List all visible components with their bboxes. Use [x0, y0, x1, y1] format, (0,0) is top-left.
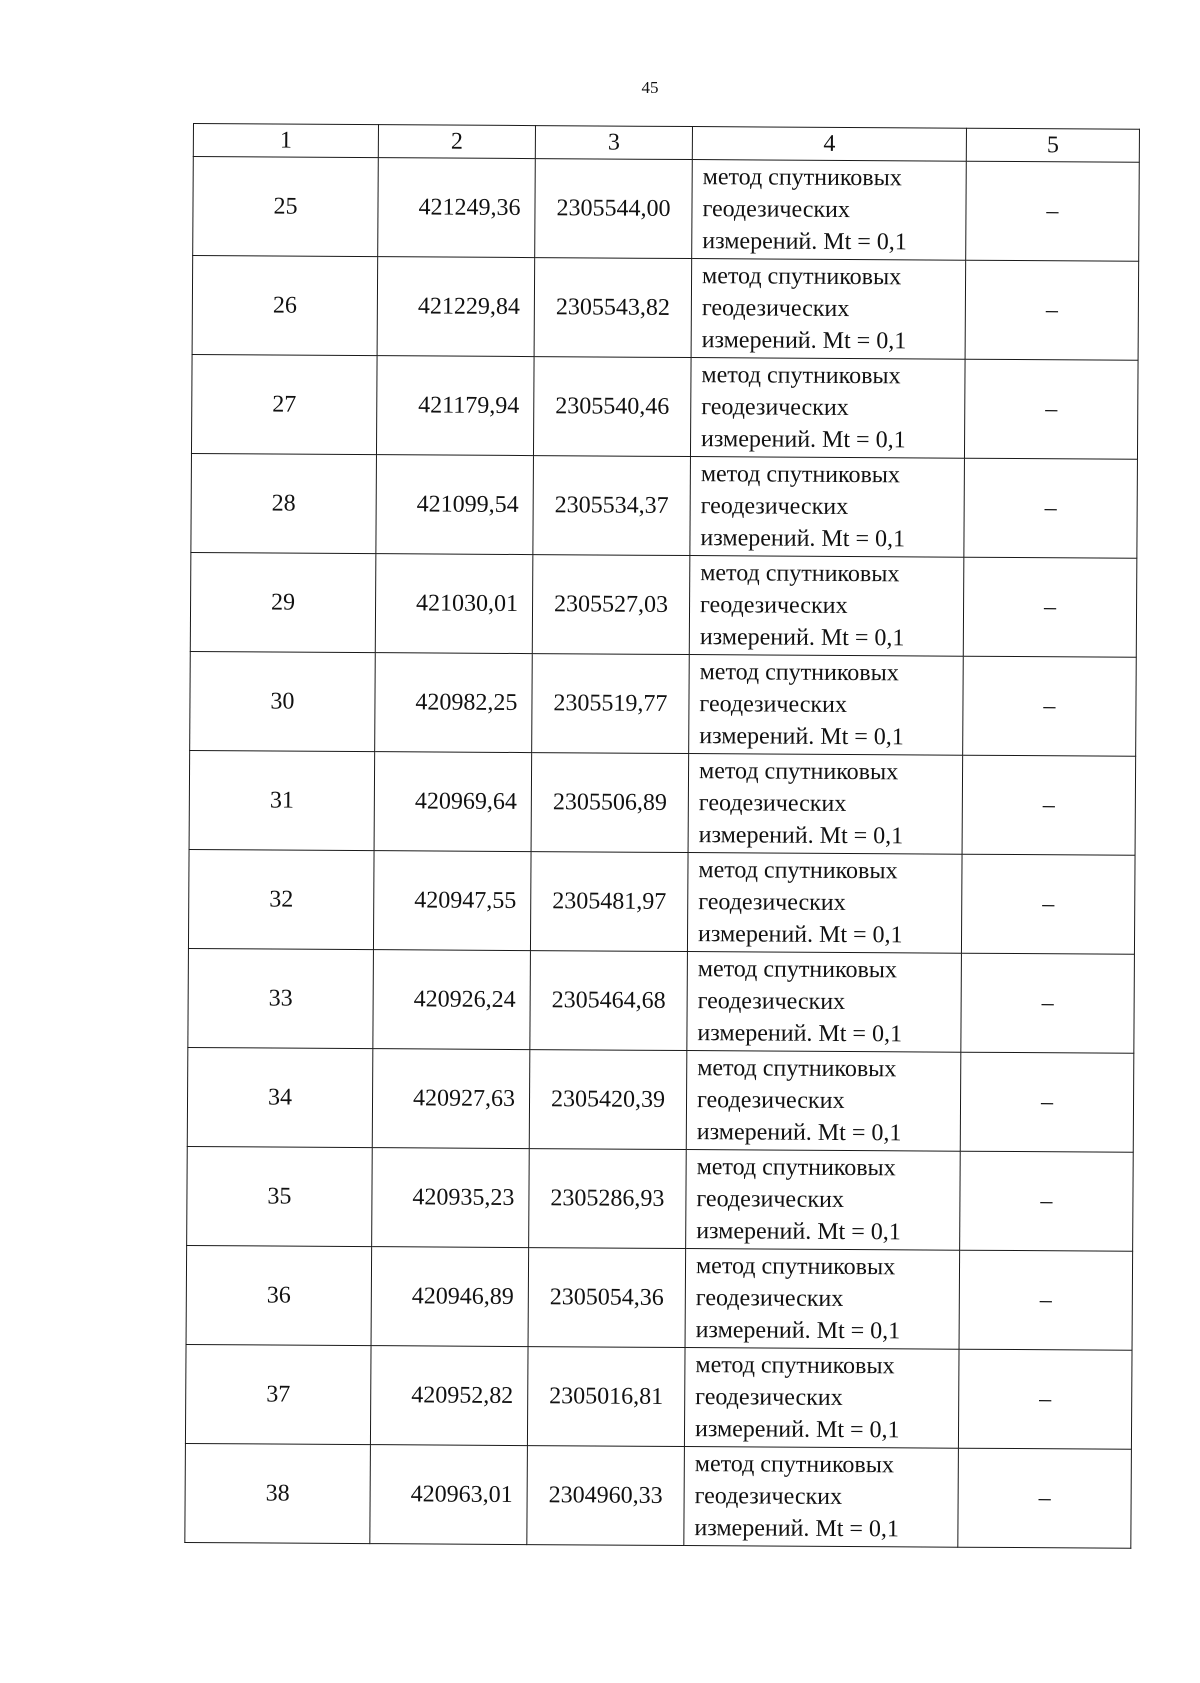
method-line: измерений. Mt = 0,1	[699, 624, 905, 652]
method-line: геодезических	[695, 1384, 843, 1411]
y-coordinate-cell: 2305544,00	[535, 159, 693, 259]
method-cell	[691, 259, 966, 360]
x-coordinate-cell: 420926,24	[373, 950, 531, 1050]
table-row	[193, 157, 1140, 262]
method-line: геодезических	[696, 1087, 845, 1114]
method-cell	[686, 1051, 961, 1152]
method-line: геодезических	[696, 1186, 844, 1213]
table-body	[185, 157, 1139, 1549]
method-line: измерений. Mt = 0,1	[700, 426, 906, 454]
method-line: метод спутниковых	[699, 659, 899, 687]
y-coordinate-cell: 2305506,89	[531, 753, 689, 853]
method-line: метод спутниковых	[698, 857, 898, 885]
table-row	[185, 1443, 1132, 1548]
method-line: измерений. Mt = 0,1	[695, 1317, 901, 1345]
note-cell: –	[963, 557, 1137, 657]
method-cell	[684, 1447, 959, 1548]
method-line: измерений. Mt = 0,1	[694, 1416, 900, 1444]
y-coordinate-cell: 2305481,97	[530, 852, 688, 952]
method-cell	[688, 754, 963, 855]
method-line: геодезических	[701, 394, 849, 422]
method-line: метод спутниковых	[701, 263, 902, 291]
column-header-3: 3	[535, 126, 692, 160]
point-number-cell: 30	[190, 651, 376, 751]
note-cell: –	[964, 458, 1138, 558]
method-line: геодезических	[700, 493, 849, 521]
point-number-cell: 38	[185, 1443, 371, 1543]
method-line: геодезических	[699, 592, 848, 620]
method-line: метод спутниковых	[694, 1451, 895, 1479]
note-cell: –	[965, 260, 1139, 360]
x-coordinate-cell: 420982,25	[375, 653, 533, 753]
method-line: измерений. Mt = 0,1	[696, 1218, 901, 1246]
method-line: метод спутниковых	[697, 1055, 897, 1083]
method-cell	[689, 655, 964, 756]
x-coordinate-cell: 420952,82	[370, 1346, 528, 1446]
method-cell	[687, 952, 962, 1053]
table-row	[191, 453, 1138, 558]
y-coordinate-cell: 2305534,37	[533, 456, 691, 556]
x-coordinate-cell: 420946,89	[371, 1247, 529, 1347]
note-cell: –	[961, 854, 1135, 954]
method-cell	[687, 853, 962, 954]
method-line: измерений. Mt = 0,1	[697, 921, 903, 949]
note-cell: –	[962, 755, 1136, 855]
note-cell: –	[961, 953, 1135, 1053]
x-coordinate-cell: 421099,54	[376, 455, 534, 555]
method-line: измерений. Mt = 0,1	[698, 822, 904, 850]
point-number-cell: 33	[188, 948, 374, 1048]
note-cell: –	[960, 1151, 1134, 1251]
method-line: измерений. Mt = 0,1	[696, 1119, 902, 1147]
note-cell: –	[964, 359, 1138, 459]
point-number-cell: 25	[193, 157, 379, 257]
method-line: геодезических	[701, 295, 850, 323]
method-line: метод спутниковых	[700, 560, 900, 588]
y-coordinate-cell: 2305054,36	[528, 1248, 686, 1348]
method-cell	[689, 556, 964, 657]
method-line: геодезических	[697, 988, 846, 1015]
x-coordinate-cell: 421229,84	[377, 257, 535, 357]
point-number-cell: 35	[187, 1146, 373, 1246]
point-number-cell: 28	[191, 453, 377, 553]
table-row	[188, 948, 1135, 1053]
note-cell: –	[966, 161, 1140, 261]
note-cell: –	[960, 1052, 1134, 1152]
note-cell: –	[963, 656, 1137, 756]
method-line: метод спутниковых	[695, 1253, 896, 1281]
method-line: геодезических	[698, 790, 847, 818]
method-line: геодезических	[698, 889, 846, 917]
table-row	[189, 750, 1136, 855]
column-header-1: 1	[193, 124, 378, 158]
note-cell: –	[959, 1250, 1133, 1350]
method-cell	[685, 1249, 960, 1350]
y-coordinate-cell: 2305527,03	[532, 555, 690, 655]
table-row	[192, 256, 1139, 361]
y-coordinate-cell: 2305420,39	[529, 1050, 687, 1150]
table-row	[187, 1146, 1134, 1251]
point-number-cell: 29	[190, 552, 376, 652]
table-row	[186, 1245, 1133, 1350]
method-cell	[684, 1348, 959, 1449]
method-line: метод спутниковых	[700, 461, 901, 489]
method-line: метод спутниковых	[696, 1154, 896, 1182]
note-cell: –	[958, 1448, 1132, 1548]
method-line: измерений. Mt = 0,1	[697, 1020, 903, 1048]
method-cell	[686, 1150, 961, 1251]
method-line: измерений. Mt = 0,1	[699, 723, 904, 751]
column-header-4: 4	[692, 127, 966, 162]
method-cell	[690, 457, 965, 558]
x-coordinate-cell: 420969,64	[374, 752, 532, 852]
y-coordinate-cell: 2305540,46	[533, 357, 691, 457]
y-coordinate-cell: 2305543,82	[534, 258, 692, 358]
table-row	[191, 354, 1138, 459]
table-row	[185, 1344, 1132, 1449]
table-row	[187, 1047, 1134, 1152]
x-coordinate-cell: 421179,94	[376, 356, 534, 456]
x-coordinate-cell: 420927,63	[372, 1049, 530, 1149]
method-cell	[690, 358, 965, 459]
column-header-5: 5	[966, 128, 1139, 162]
point-number-cell: 34	[187, 1047, 373, 1147]
column-header-2: 2	[378, 125, 535, 159]
x-coordinate-cell: 420963,01	[370, 1445, 528, 1545]
method-line: измерений. Mt = 0,1	[701, 327, 907, 355]
method-line: измерений. Mt = 0,1	[702, 228, 907, 256]
method-line: геодезических	[699, 691, 847, 719]
point-number-cell: 36	[186, 1245, 372, 1345]
x-coordinate-cell: 420947,55	[373, 851, 531, 951]
x-coordinate-cell: 421030,01	[375, 554, 533, 654]
method-line: метод спутниковых	[697, 956, 898, 984]
point-number-cell: 32	[188, 849, 374, 949]
method-line: метод спутниковых	[698, 758, 899, 786]
method-cell	[692, 160, 967, 261]
table-row	[190, 552, 1137, 657]
y-coordinate-cell: 2305286,93	[529, 1149, 687, 1249]
method-line: измерений. Mt = 0,1	[700, 525, 906, 553]
method-line: геодезических	[702, 196, 851, 224]
method-line: измерений. Mt = 0,1	[694, 1515, 900, 1543]
table-row	[190, 651, 1137, 756]
point-number-cell: 26	[192, 256, 378, 356]
y-coordinate-cell: 2305016,81	[527, 1347, 685, 1447]
point-number-cell: 37	[185, 1344, 371, 1444]
point-number-cell: 31	[189, 750, 375, 850]
y-coordinate-cell: 2305464,68	[530, 951, 688, 1051]
note-cell: –	[958, 1349, 1132, 1449]
x-coordinate-cell: 420935,23	[372, 1148, 530, 1248]
table-row	[188, 849, 1135, 954]
page-number: 45	[641, 78, 659, 97]
coordinates-table	[184, 123, 1140, 1549]
x-coordinate-cell: 421249,36	[378, 158, 536, 258]
method-line: геодезических	[695, 1285, 844, 1312]
method-line: метод спутниковых	[701, 362, 901, 390]
point-number-cell: 27	[191, 354, 377, 454]
y-coordinate-cell: 2305519,77	[532, 654, 690, 754]
method-line: метод спутниковых	[702, 164, 902, 192]
method-line: метод спутниковых	[695, 1352, 895, 1380]
y-coordinate-cell: 2304960,33	[527, 1446, 685, 1546]
method-line: геодезических	[694, 1483, 843, 1510]
